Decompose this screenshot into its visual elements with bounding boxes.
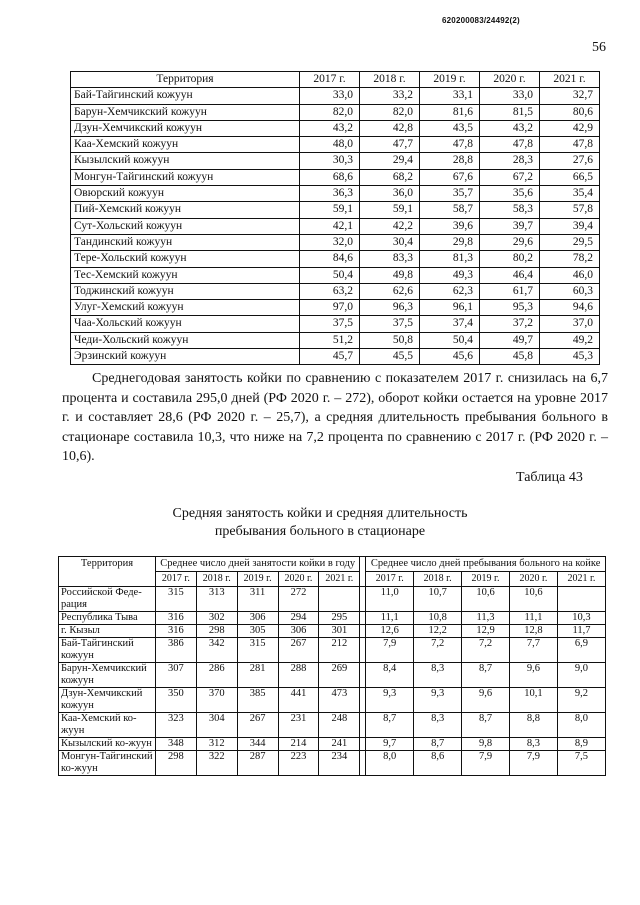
year-header: 2018 г.	[414, 572, 462, 587]
territory-cell: Монгун-Тайгинский ко-жуун	[59, 751, 156, 776]
territory-cell: Дзун-Хемчикский кожуун	[59, 688, 156, 713]
stay-length-cell: 8,8	[510, 713, 558, 738]
stay-length-cell: 10,3	[557, 612, 605, 625]
value-cell: 45,8	[480, 349, 540, 365]
bed-days-cell: 267	[237, 713, 278, 738]
stay-length-cell: 11,1	[510, 612, 558, 625]
stay-length-cell: 12,9	[462, 625, 510, 638]
stay-length-cell: 11,1	[366, 612, 414, 625]
bed-days-cell: 241	[319, 738, 360, 751]
value-cell: 33,2	[360, 88, 420, 104]
stay-length-cell: 9,8	[462, 738, 510, 751]
value-cell: 81,5	[480, 104, 540, 120]
bed-days-cell: 214	[278, 738, 319, 751]
table-row	[59, 663, 606, 688]
bed-days-cell: 286	[196, 663, 237, 688]
stay-length-cell: 11,0	[366, 587, 414, 612]
table-row	[59, 713, 606, 738]
value-cell: 81,6	[420, 104, 480, 120]
year-header: 2017 г.	[156, 572, 197, 587]
year-header: 2020 г.	[510, 572, 558, 587]
bed-days-cell: 295	[319, 612, 360, 625]
value-cell: 39,6	[420, 218, 480, 234]
table-row	[71, 316, 600, 332]
territory-cell: Эрзинский кожуун	[71, 349, 300, 365]
stay-length-cell: 7,2	[414, 638, 462, 663]
bed-days-cell: 306	[278, 625, 319, 638]
bed-days-cell: 234	[319, 751, 360, 776]
value-cell: 46,0	[540, 267, 600, 283]
value-cell: 49,7	[480, 332, 540, 348]
stay-length-cell: 7,9	[366, 638, 414, 663]
value-cell: 59,1	[300, 202, 360, 218]
value-cell: 94,6	[540, 300, 600, 316]
stay-length-cell: 8,6	[414, 751, 462, 776]
value-cell: 58,3	[480, 202, 540, 218]
value-cell: 95,3	[480, 300, 540, 316]
value-cell: 29,6	[480, 234, 540, 250]
bed-days-cell: 350	[156, 688, 197, 713]
bed-days-cell: 248	[319, 713, 360, 738]
bed-days-cell: 307	[156, 663, 197, 688]
value-cell: 82,0	[360, 104, 420, 120]
value-cell: 47,7	[360, 137, 420, 153]
bed-days-cell: 302	[196, 612, 237, 625]
bed-days-cell: 294	[278, 612, 319, 625]
territory-cell: Овюрский кожуун	[71, 186, 300, 202]
value-cell: 62,6	[360, 283, 420, 299]
value-cell: 59,1	[360, 202, 420, 218]
value-cell: 58,7	[420, 202, 480, 218]
value-cell: 28,8	[420, 153, 480, 169]
value-cell: 67,2	[480, 169, 540, 185]
table-row	[71, 267, 600, 283]
value-cell: 29,4	[360, 153, 420, 169]
caption-line: пребывания больного в стационаре	[214, 524, 426, 539]
stay-length-cell: 11,7	[557, 625, 605, 638]
year-header: 2017 г.	[366, 572, 414, 587]
value-cell: 83,3	[360, 251, 420, 267]
bed-occupancy-table-43	[58, 556, 606, 776]
bed-days-cell: 212	[319, 638, 360, 663]
stay-length-cell: 8,3	[510, 738, 558, 751]
stay-length-cell: 9,3	[414, 688, 462, 713]
value-cell: 43,5	[420, 120, 480, 136]
value-cell: 48,0	[300, 137, 360, 153]
stay-length-cell: 9,7	[366, 738, 414, 751]
page-number: 56	[592, 40, 606, 55]
territory-cell: г. Кызыл	[59, 625, 156, 638]
bed-days-cell: 322	[196, 751, 237, 776]
bed-days-cell: 323	[156, 713, 197, 738]
value-cell: 27,6	[540, 153, 600, 169]
stay-length-cell: 12,2	[414, 625, 462, 638]
table-row	[59, 612, 606, 625]
territory-cell: Тоджинский кожуун	[71, 283, 300, 299]
value-cell: 50,4	[300, 267, 360, 283]
table-row	[71, 332, 600, 348]
bed-days-cell: 267	[278, 638, 319, 663]
value-cell: 57,8	[540, 202, 600, 218]
value-cell: 47,8	[540, 137, 600, 153]
territory-cell: Республика Тыва	[59, 612, 156, 625]
stay-length-cell: 9,6	[462, 688, 510, 713]
bed-occupancy-table-1	[70, 71, 600, 365]
territory-cell: Чеди-Хольский кожуун	[71, 332, 300, 348]
table-header-row	[71, 72, 600, 88]
value-cell: 96,1	[420, 300, 480, 316]
stay-length-cell: 9,3	[366, 688, 414, 713]
bed-days-cell: 344	[237, 738, 278, 751]
value-cell: 29,5	[540, 234, 600, 250]
column-header: 2020 г.	[480, 72, 540, 88]
stay-length-cell: 8,9	[557, 738, 605, 751]
territory-cell: Чаа-Хольский кожуун	[71, 316, 300, 332]
territory-cell: Кызылский кожуун	[71, 153, 300, 169]
stay-length-cell: 7,9	[462, 751, 510, 776]
bed-days-cell: 305	[237, 625, 278, 638]
table-row	[71, 120, 600, 136]
table-row	[71, 104, 600, 120]
stay-length-cell: 8,7	[414, 738, 462, 751]
territory-cell: Тандинский кожуун	[71, 234, 300, 250]
bed-days-cell: 315	[237, 638, 278, 663]
value-cell: 82,0	[300, 104, 360, 120]
stay-length-cell: 7,5	[557, 751, 605, 776]
territory-cell: Тес-Хемский кожуун	[71, 267, 300, 283]
table-row	[71, 283, 600, 299]
value-cell: 42,9	[540, 120, 600, 136]
column-header: Территория	[71, 72, 300, 88]
territory-cell: Российской Феде-рация	[59, 587, 156, 612]
value-cell: 37,5	[300, 316, 360, 332]
year-header: 2021 г.	[319, 572, 360, 587]
table-body	[59, 587, 606, 776]
table-row	[59, 638, 606, 663]
value-cell: 37,4	[420, 316, 480, 332]
table-row	[71, 88, 600, 104]
value-cell: 42,8	[360, 120, 420, 136]
bed-days-cell: 301	[319, 625, 360, 638]
value-cell: 28,3	[480, 153, 540, 169]
territory-cell: Барун-Хемчикский кожуун	[59, 663, 156, 688]
bed-days-cell: 348	[156, 738, 197, 751]
year-header: 2021 г.	[557, 572, 605, 587]
year-header: 2019 г.	[462, 572, 510, 587]
column-group-header: Среднее число дней пребывания больного на койке	[366, 557, 606, 572]
value-cell: 45,3	[540, 349, 600, 365]
value-cell: 84,6	[300, 251, 360, 267]
table-row	[71, 137, 600, 153]
bed-days-cell: 272	[278, 587, 319, 612]
bed-days-cell: 385	[237, 688, 278, 713]
value-cell: 45,6	[420, 349, 480, 365]
table-row	[59, 587, 606, 612]
stay-length-cell: 7,2	[462, 638, 510, 663]
table-row	[71, 349, 600, 365]
territory-cell: Дзун-Хемчикский кожуун	[71, 120, 300, 136]
value-cell: 32,7	[540, 88, 600, 104]
value-cell: 33,0	[480, 88, 540, 104]
body-paragraph	[62, 369, 608, 467]
value-cell: 37,5	[360, 316, 420, 332]
bed-days-cell: 441	[278, 688, 319, 713]
bed-days-cell: 315	[156, 587, 197, 612]
value-cell: 43,2	[300, 120, 360, 136]
document-id: 620200083/24492(2)	[442, 16, 520, 25]
stay-length-cell: 8,0	[366, 751, 414, 776]
table-row	[59, 751, 606, 776]
bed-days-cell: 473	[319, 688, 360, 713]
value-cell: 96,3	[360, 300, 420, 316]
territory-cell: Бай-Тайгинский кожуун	[71, 88, 300, 104]
stay-length-cell: 10,7	[414, 587, 462, 612]
bed-days-cell: 313	[196, 587, 237, 612]
value-cell: 29,8	[420, 234, 480, 250]
value-cell: 51,2	[300, 332, 360, 348]
value-cell: 47,8	[420, 137, 480, 153]
bed-days-cell: 306	[237, 612, 278, 625]
bed-days-cell: 311	[237, 587, 278, 612]
table-label: Таблица 43	[516, 470, 583, 485]
caption-line: Средняя занятость койки и средняя длительность	[172, 506, 468, 521]
table-row	[71, 169, 600, 185]
value-cell: 36,0	[360, 186, 420, 202]
bed-days-cell: 281	[237, 663, 278, 688]
value-cell: 78,2	[540, 251, 600, 267]
table-row	[59, 688, 606, 713]
bed-days-cell: 370	[196, 688, 237, 713]
table-row	[71, 202, 600, 218]
territory-cell: Бай-Тайгинский кожуун	[59, 638, 156, 663]
column-header: 2018 г.	[360, 72, 420, 88]
value-cell: 80,2	[480, 251, 540, 267]
bed-days-cell: 223	[278, 751, 319, 776]
value-cell: 80,6	[540, 104, 600, 120]
value-cell: 50,4	[420, 332, 480, 348]
value-cell: 61,7	[480, 283, 540, 299]
territory-cell: Улуг-Хемский кожуун	[71, 300, 300, 316]
stay-length-cell: 8,7	[462, 663, 510, 688]
paragraph-text: Среднегодовая занятость койки по сравнению с показателем 2017 г. снизилась на 6,7 процента и составила 295,0 дней (РФ 2020 г. – 272), оборот койки остается на уровне 2017 г. и составляет 28,6 (РФ 2020 г. – 25,7), а средняя длительность пребывания больного в стационаре составила 10,3, что ниже на 7,2 процента по сравнению с 2017 г. (РФ 2020 г. – 10,6).	[62, 371, 608, 464]
value-cell: 45,5	[360, 349, 420, 365]
stay-length-cell: 8,3	[414, 663, 462, 688]
table-row	[71, 218, 600, 234]
year-header: 2020 г.	[278, 572, 319, 587]
value-cell: 33,1	[420, 88, 480, 104]
stay-length-cell: 10,6	[510, 587, 558, 612]
year-header: 2018 г.	[196, 572, 237, 587]
value-cell: 60,3	[540, 283, 600, 299]
value-cell: 35,7	[420, 186, 480, 202]
table-row	[71, 186, 600, 202]
territory-cell: Кызылский ко-жуун	[59, 738, 156, 751]
value-cell: 35,6	[480, 186, 540, 202]
stay-length-cell: 8,4	[366, 663, 414, 688]
value-cell: 97,0	[300, 300, 360, 316]
value-cell: 32,0	[300, 234, 360, 250]
value-cell: 62,3	[420, 283, 480, 299]
column-header: 2021 г.	[540, 72, 600, 88]
value-cell: 68,6	[300, 169, 360, 185]
value-cell: 42,2	[360, 218, 420, 234]
value-cell: 35,4	[540, 186, 600, 202]
table-body	[71, 88, 600, 365]
value-cell: 42,1	[300, 218, 360, 234]
value-cell: 50,8	[360, 332, 420, 348]
stay-length-cell: 7,7	[510, 638, 558, 663]
territory-cell: Каа-Хемский ко-жуун	[59, 713, 156, 738]
bed-days-cell: 304	[196, 713, 237, 738]
column-header: 2017 г.	[300, 72, 360, 88]
table-header-row	[59, 557, 606, 572]
table-row	[59, 738, 606, 751]
bed-days-cell: 316	[156, 612, 197, 625]
bed-days-cell: 316	[156, 625, 197, 638]
stay-length-cell: 10,1	[510, 688, 558, 713]
value-cell: 46,4	[480, 267, 540, 283]
value-cell: 37,0	[540, 316, 600, 332]
bed-days-cell: 288	[278, 663, 319, 688]
table-row	[71, 234, 600, 250]
bed-days-cell: 386	[156, 638, 197, 663]
value-cell: 36,3	[300, 186, 360, 202]
table-row	[71, 300, 600, 316]
bed-days-cell: 231	[278, 713, 319, 738]
stay-length-cell: 7,9	[510, 751, 558, 776]
territory-cell: Пий-Хемский кожуун	[71, 202, 300, 218]
value-cell: 39,7	[480, 218, 540, 234]
value-cell: 68,2	[360, 169, 420, 185]
value-cell: 67,6	[420, 169, 480, 185]
territory-cell: Тере-Хольский кожуун	[71, 251, 300, 267]
value-cell: 66,5	[540, 169, 600, 185]
value-cell: 30,4	[360, 234, 420, 250]
table-row	[71, 153, 600, 169]
stay-length-cell: 12,8	[510, 625, 558, 638]
stay-length-cell: 8,0	[557, 713, 605, 738]
territory-cell: Монгун-Тайгинский кожуун	[71, 169, 300, 185]
territory-cell: Каа-Хемский кожуун	[71, 137, 300, 153]
bed-days-cell: 269	[319, 663, 360, 688]
value-cell: 47,8	[480, 137, 540, 153]
value-cell: 81,3	[420, 251, 480, 267]
stay-length-cell: 10,6	[462, 587, 510, 612]
value-cell: 63,2	[300, 283, 360, 299]
value-cell: 37,2	[480, 316, 540, 332]
table-caption	[80, 505, 560, 541]
stay-length-cell: 10,8	[414, 612, 462, 625]
bed-days-cell: 287	[237, 751, 278, 776]
value-cell: 39,4	[540, 218, 600, 234]
value-cell: 45,7	[300, 349, 360, 365]
value-cell: 43,2	[480, 120, 540, 136]
stay-length-cell: 6,9	[557, 638, 605, 663]
bed-days-cell: 298	[156, 751, 197, 776]
bed-days-cell: 342	[196, 638, 237, 663]
bed-days-cell: 298	[196, 625, 237, 638]
column-header: 2019 г.	[420, 72, 480, 88]
column-group-header: Среднее число дней занятости койки в году	[156, 557, 360, 572]
value-cell: 30,3	[300, 153, 360, 169]
stay-length-cell: 8,7	[366, 713, 414, 738]
stay-length-cell: 11,3	[462, 612, 510, 625]
stay-length-cell: 9,2	[557, 688, 605, 713]
stay-length-cell: 9,0	[557, 663, 605, 688]
value-cell: 33,0	[300, 88, 360, 104]
stay-length-cell: 8,3	[414, 713, 462, 738]
value-cell: 49,3	[420, 267, 480, 283]
value-cell: 49,8	[360, 267, 420, 283]
bed-days-cell: 312	[196, 738, 237, 751]
table-row	[71, 251, 600, 267]
stay-length-cell: 8,7	[462, 713, 510, 738]
stay-length-cell: 12,6	[366, 625, 414, 638]
stay-length-cell	[557, 587, 605, 612]
table-row	[59, 625, 606, 638]
stay-length-cell: 9,6	[510, 663, 558, 688]
territory-cell: Сут-Хольский кожуун	[71, 218, 300, 234]
value-cell: 49,2	[540, 332, 600, 348]
territory-cell: Барун-Хемчикский кожуун	[71, 104, 300, 120]
column-header-territory: Территория	[59, 557, 156, 587]
year-header: 2019 г.	[237, 572, 278, 587]
bed-days-cell	[319, 587, 360, 612]
